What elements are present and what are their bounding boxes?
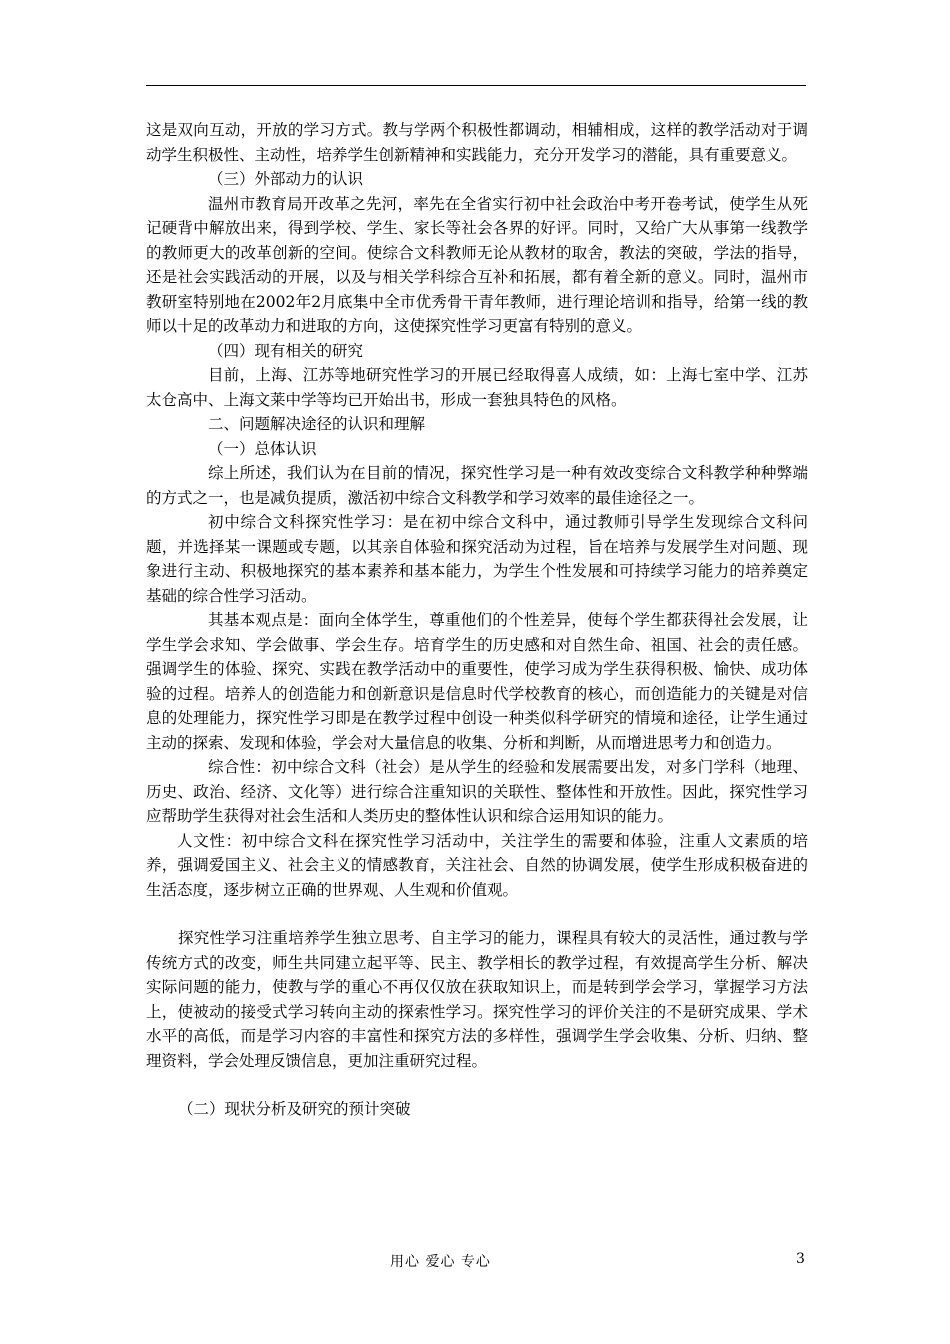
paragraph: 温州市教育局开改革之先河，率先在全省实行初中社会政治中考开卷考试，使学生从死记硬背中解放出来，得到学校、学生、家长等社会各界的好评。同时，又给广大从事第一线教学的教师更大的改革创新的空间。使综合文科教师无论从教材的取舍，教法的突破，学法的指导，还是社会实践活动的开展，以及与相关学科综合互补和拓展，都有着全新的意义。同时，温州市教研室特别地在2002年2月底集中全市优秀骨干青年教师，进行理论培训和指导，给第一线的教师以十足的改革动力和进取的方向，这使探究性学习更富有特别的意义。 — [146, 194, 808, 335]
paragraph: 探究性学习注重培养学生独立思考、自主学习的能力，课程具有较大的灵活性，通过教与学传统方式的改变，师生共同建立起平等、民主、教学相长的教学过程，有效提高学生分析、解决实际问题的能力，使教与学的重心不再仅仅放在获取知识上，而是转到学会学习，掌握学习方法上，使被动的接受式学习转向主动的探索性学习。探究性学习的评价关注的不是研究成果、学术水平的高低，而是学习内容的丰富性和探究方法的多样性，强调学生学会收集、分析、归纳、整理资料，学会处理反馈信息，更加注重研究过程。 — [146, 929, 808, 1070]
section-heading: （四）现有相关的研究 — [208, 341, 364, 360]
section-heading: （二）现状分析及研究的预计突破 — [178, 1100, 411, 1118]
paragraph-spacer — [146, 902, 808, 926]
page-footer — [0, 1251, 950, 1271]
paragraph: 人文性：初中综合文科在探究性学习活动中，关注学生的需要和体验，注重人文素质的培养，强调爱国主义、社会主义的情感教育，关注社会、自然的协调发展，使学生形成积极奋进的生活态度，逐步树立正确的世界观、人生观和价值观。 — [146, 831, 808, 899]
paragraph: 初中综合文科探究性学习：是在初中综合文科中，通过教师引导学生发现综合文科问题，并选择某一课题或专题，以其亲自体验和探究活动为过程，旨在培养与发展学生对问题、现象进行主动、积极地探究的基本素养和基本能力，为学生个性发展和可持续学习能力的培养奠定基础的综合性学习活动。 — [146, 513, 808, 605]
footer-slogan: 用心 爱心 专心 — [390, 1254, 491, 1270]
paragraph: 综合性：初中综合文科（社会）是从学生的经验和发展需要出发，对多门学科（地理、历史、政治、经济、文化等）进行综合注重知识的关联性、整体性和开放性。因此，探究性学习应帮助学生获得对社会生活和人类历史的整体性认识和综合运用知识的能力。 — [146, 758, 808, 825]
page-number: 3 — [796, 1251, 805, 1267]
paragraph: 这是双向互动，开放的学习方式。教与学两个积极性都调动，相辅相成，这样的教学活动对于调动学生积极性、主动性，培养学生创新精神和实践能力，充分开发学习的潜能，具有重要意义。 — [146, 121, 808, 164]
document-body — [146, 118, 808, 1122]
section-heading: 二、问题解决途径的认识和理解 — [208, 415, 426, 433]
paragraph: 综上所述，我们认为在目前的情况，探究性学习是一种有效改变综合文科教学种种弊端的方式之一，也是减负提质，激活初中综合文科教学和学习效率的最佳途径之一。 — [146, 464, 808, 507]
paragraph-spacer — [146, 1073, 808, 1097]
paragraph: 目前，上海、江苏等地研究性学习的开展已经取得喜人成绩，如：上海七室中学、江苏太仓高中、上海文莱中学等均已开始出书，形成一套独具特色的风格。 — [146, 366, 808, 409]
section-heading: （三）外部动力的认识 — [208, 170, 364, 188]
header-rule — [146, 85, 806, 86]
section-heading: （一）总体认识 — [208, 439, 317, 458]
paragraph: 其基本观点是：面向全体学生，尊重他们的个性差异，使每个学生都获得社会发展，让学生学会求知、学会做事、学会生存。培育学生的历史感和对自然生命、祖国、社会的责任感。强调学生的体验、探究、实践在教学活动中的重要性，使学习成为学生获得积极、愉快、成功体验的过程。培养人的创造能力和创新意识是信息时代学校教育的核心，而创造能力的关键是对信息的处理能力，探究性学习即是在教学过程中创设一种类似科学研究的情境和途径，让学生通过主动的探索、发现和体验，学会对大量信息的收集、分析和判断，从而增进思考力和创造力。 — [146, 611, 808, 752]
